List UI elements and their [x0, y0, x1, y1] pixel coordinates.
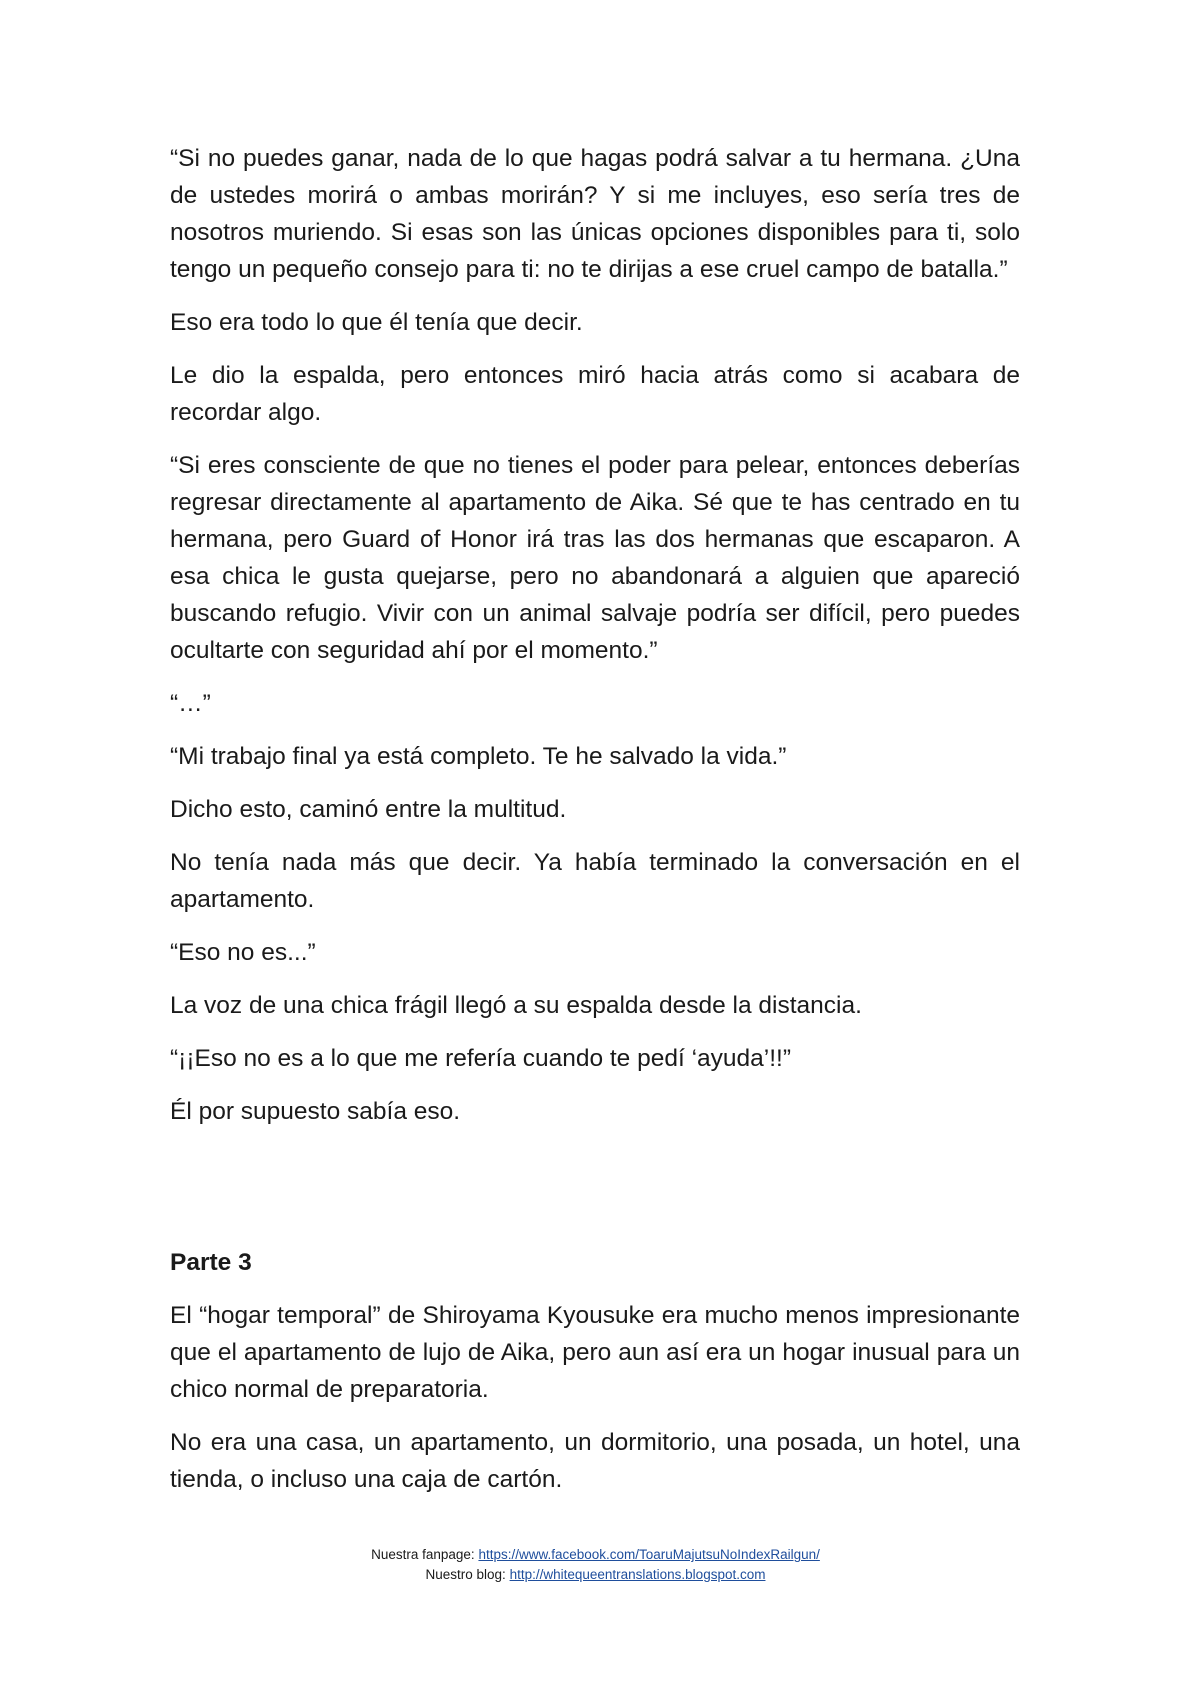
paragraph: El “hogar temporal” de Shiroyama Kyousuke era mucho menos impresionante que el apartamento de lujo de Aika, pero aun así era un hogar inusual para un chico normal de preparatoria.	[170, 1302, 1020, 1403]
blog-link[interactable]: http://whitequeentranslations.blogspot.com	[509, 1567, 766, 1582]
section-heading: Parte 3	[170, 1249, 252, 1276]
page-footer	[0, 1545, 1191, 1585]
paragraph: La voz de una chica frágil llegó a su espalda desde la distancia.	[170, 992, 862, 1019]
fanpage-link[interactable]: https://www.facebook.com/ToaruMajutsuNoIndexRailgun/	[478, 1547, 820, 1562]
footer-fanpage-label: Nuestra fanpage:	[371, 1547, 479, 1562]
paragraph: “Si no puedes ganar, nada de lo que hagas podrá salvar a tu hermana. ¿Una de ustedes morirá o ambas morirán? Y si me incluyes, eso sería tres de nosotros muriendo. Si esas son las únicas opciones disponibles para ti, solo tengo un pequeño consejo para ti: no te dirijas a ese cruel campo de batalla.”	[170, 145, 1020, 283]
footer-blog-label: Nuestro blog:	[425, 1567, 510, 1582]
paragraph: No tenía nada más que decir. Ya había terminado la conversación en el apartamento.	[170, 849, 1020, 913]
paragraph: Le dio la espalda, pero entonces miró hacia atrás como si acabara de recordar algo.	[170, 362, 1020, 426]
page-content	[170, 140, 1020, 1514]
paragraph: “Mi trabajo final ya está completo. Te he salvado la vida.”	[170, 743, 787, 770]
paragraph: Dicho esto, caminó entre la multitud.	[170, 796, 567, 823]
paragraph: Eso era todo lo que él tenía que decir.	[170, 309, 583, 336]
paragraph: Él por supuesto sabía eso.	[170, 1098, 461, 1125]
paragraph: No era una casa, un apartamento, un dormitorio, una posada, un hotel, una tienda, o incluso una caja de cartón.	[170, 1429, 1020, 1493]
paragraph: “¡¡Eso no es a lo que me refería cuando te pedí ‘ayuda’!!”	[170, 1045, 792, 1072]
paragraph: “Si eres consciente de que no tienes el poder para pelear, entonces deberías regresar directamente al apartamento de Aika. Sé que te has centrado en tu hermana, pero Guard of Honor irá tras las dos hermanas que escaparon. A esa chica le gusta quejarse, pero no abandonará a alguien que apareció buscando refugio. Vivir con un animal salvaje podría ser difícil, pero puedes ocultarte con seguridad ahí por el momento.”	[170, 452, 1020, 664]
paragraph: “Eso no es...”	[170, 939, 316, 966]
section-spacer	[170, 1146, 1020, 1244]
footer-blog-line	[0, 1565, 1191, 1585]
paragraph: “…”	[170, 690, 211, 717]
footer-fanpage-line	[0, 1545, 1191, 1565]
